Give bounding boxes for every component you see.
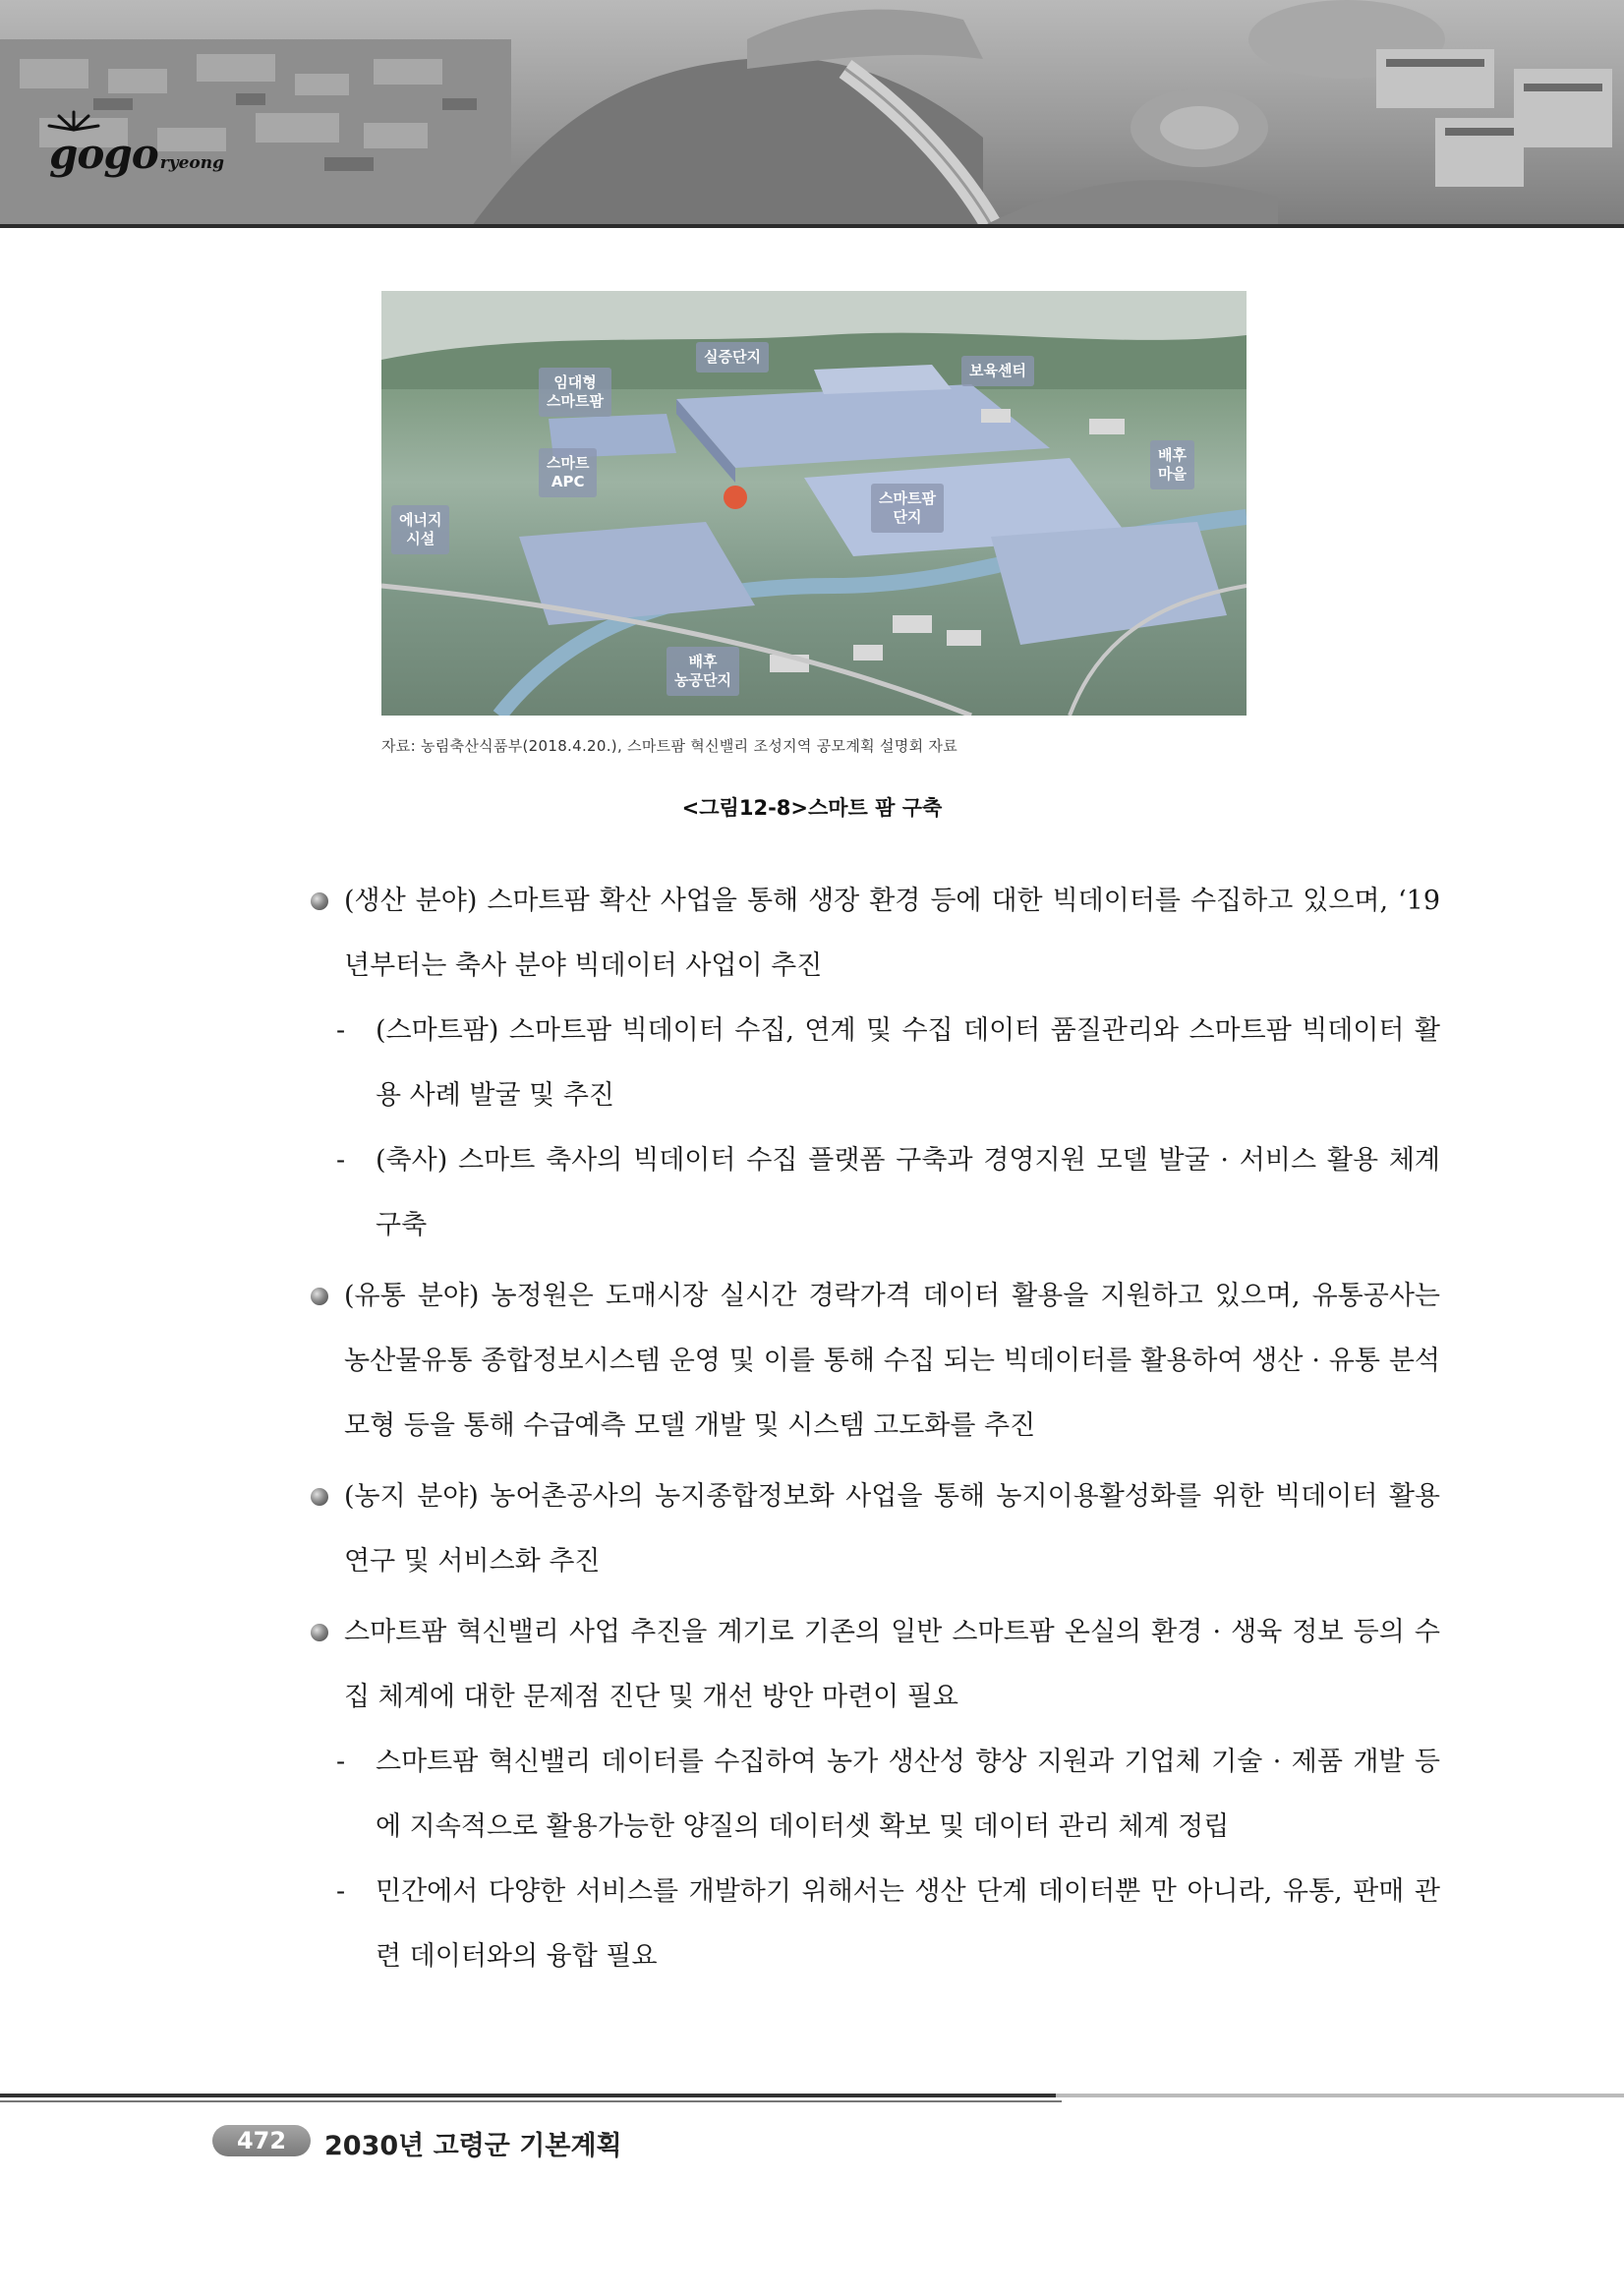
bullet-item (305, 1464, 1440, 1594)
header-rule (0, 224, 1624, 228)
dash-item (305, 1730, 1440, 1860)
label-smartfarm-complex: 스마트팜 단지 (871, 484, 944, 533)
bullet-icon (311, 1288, 328, 1305)
smart-farm-figure (381, 291, 1247, 716)
dash-text: 민간에서 다양한 서비스를 개발하기 위해서는 생산 단계 데이터뿐 만 아니라, 유통, 판매 관련 데이터와의 융합 필요 (376, 1876, 1440, 1972)
figure-source: 자료: 농림축산식품부(2018.4.20.), 스마트팜 혁신밸리 조성지역 공모계획 설명회 자료 (381, 737, 958, 755)
gogo-goryeong-logo (39, 108, 256, 187)
label-rear-industry-complex: 배후 농공단지 (667, 647, 739, 696)
label-demo-complex: 실증단지 (696, 342, 769, 373)
label-nursery-center: 보육센터 (961, 356, 1034, 386)
bullet-text: (생산 분야) 스마트팜 확산 사업을 통해 생장 환경 등에 대한 빅데이터를 수집하고 있으며, ‘19년부터는 축사 분야 빅데이터 사업이 추진 (344, 886, 1440, 981)
footer-rule (0, 2094, 1624, 2097)
dash-item (305, 999, 1440, 1128)
dash-item (305, 1860, 1440, 1989)
dash-item (305, 1128, 1440, 1258)
label-energy-facility: 에너지 시설 (391, 505, 449, 554)
label-smart-apc: 스마트 APC (539, 448, 597, 497)
label-rear-village: 배후 마을 (1150, 440, 1194, 489)
logo-suffix: ryeong (159, 153, 225, 173)
bullet-item (305, 869, 1440, 999)
page-number: 472 (212, 2125, 311, 2156)
body-content (305, 869, 1440, 1989)
bullet-text: (농지 분야) 농어촌공사의 농지종합정보화 사업을 통해 농지이용활성화를 위한 빅데이터 활용 연구 및 서비스화 추진 (344, 1481, 1440, 1577)
dash-text: (축사) 스마트 축사의 빅데이터 수집 플랫폼 구축과 경영지원 모델 발굴 · 서비스 활용 체계 구축 (376, 1145, 1440, 1240)
dash-icon: - (336, 1876, 346, 1907)
dash-icon: - (336, 1747, 346, 1777)
label-rental-smartfarm: 임대형 스마트팜 (539, 368, 611, 417)
smart-farm-rendering (381, 291, 1247, 716)
figure-caption: <그림12-8>스마트 팜 구축 (681, 796, 943, 820)
bullet-text: (유통 분야) 농정원은 도매시장 실시간 경락가격 데이터 활용을 지원하고 있으며, 유통공사는 농산물유통 종합정보시스템 운영 및 이를 통해 수집 되는 빅데이터를 활용하여 생산 · 유통 분석 모형 등을 통해 수급예측 모델 개발 및 시스템 고도화를 추진 (344, 1281, 1440, 1441)
bullet-text: 스마트팜 혁신밸리 사업 추진을 계기로 기존의 일반 스마트팜 온실의 환경 · 생육 정보 등의 수집 체계에 대한 문제점 진단 및 개선 방안 마련이 필요 (344, 1617, 1440, 1712)
dash-text: 스마트팜 혁신밸리 데이터를 수집하여 농가 생산성 향상 지원과 기업체 기술 · 제품 개발 등에 지속적으로 활용가능한 양질의 데이터셋 확보 및 데이터 관리 체계 정립 (376, 1747, 1440, 1842)
dash-icon: - (336, 1145, 346, 1176)
header-banner (0, 0, 1624, 228)
footer-rule-thin (0, 2100, 1062, 2102)
bullet-item (305, 1600, 1440, 1730)
logo-main: gogo (49, 130, 158, 178)
footer-title: 2030년 고령군 기본계획 (324, 2131, 622, 2161)
dash-text: (스마트팜) 스마트팜 빅데이터 수집, 연계 및 수집 데이터 품질관리와 스마트팜 빅데이터 활용 사례 발굴 및 추진 (376, 1015, 1440, 1111)
bullet-item (305, 1264, 1440, 1459)
bullet-icon (311, 1624, 328, 1641)
bullet-icon (311, 892, 328, 910)
dash-icon: - (336, 1015, 346, 1046)
logo-text (49, 130, 224, 178)
bullet-icon (311, 1488, 328, 1506)
